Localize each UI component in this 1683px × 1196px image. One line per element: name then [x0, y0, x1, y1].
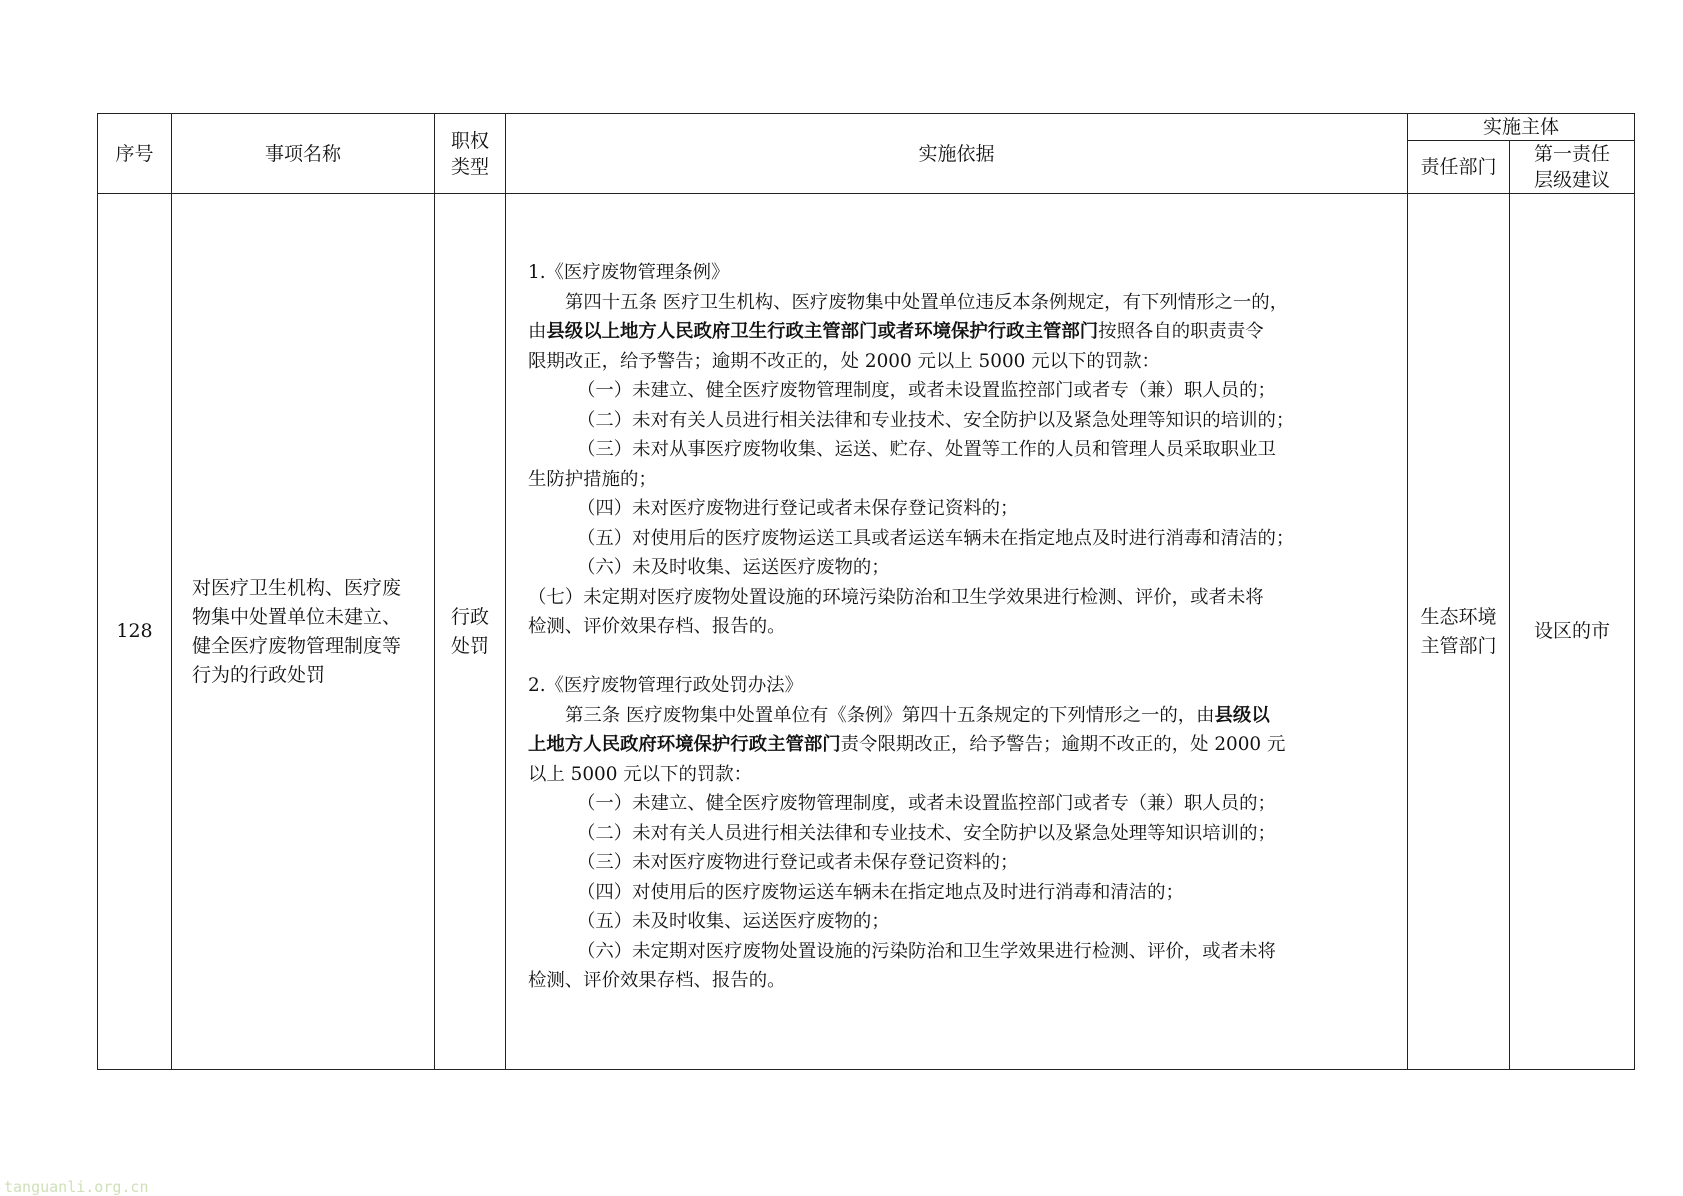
law1-article-line3: 限期改正，给予警告；逾期不改正的，处 2000 元以上 5000 元以下的罚款： — [528, 350, 1160, 372]
row-type-line1: 行政 — [450, 605, 489, 628]
law1-authority-bold: 县级以上地方人民政府卫生行政主管部门或者环境保护行政主管部门 — [546, 321, 1099, 342]
law1-item: （三）未对从事医疗废物收集、运送、贮存、处置等工作的人员和管理人员采取职业卫 — [577, 439, 1276, 460]
row-item-name: 对医疗卫生机构、医疗废物集中处置单位未建立、健全医疗废物管理制度等行为的行政处罚 — [172, 194, 435, 1070]
basis-text — [506, 194, 1407, 996]
header-seq: 序号 — [98, 114, 172, 194]
law2-authority-bold-b: 上地方人民政府环境保护行政主管部门 — [528, 734, 841, 755]
row-seq: 128 — [98, 194, 172, 1070]
law1-item: 检测、评价效果存档、报告的。 — [528, 616, 786, 637]
row-first-level: 设区的市 — [1510, 194, 1635, 1070]
row-responsible-dept — [1408, 194, 1510, 1070]
law1-item: （二）未对有关人员进行相关法律和专业技术、安全防护以及紧急处理等知识的培训的； — [577, 409, 1295, 431]
law2-item: （六）未定期对医疗废物处置设施的污染防治和卫生学效果进行检测、评价，或者未将 — [577, 940, 1276, 962]
law2-article-line3: 以上 5000 元以下的罚款： — [528, 763, 753, 785]
row-type-line2: 处罚 — [450, 634, 489, 657]
header-type-line2: 类型 — [450, 155, 489, 178]
law1-item: （五）对使用后的医疗废物运送工具或者运送车辆未在指定地点及时进行消毒和清洁的； — [577, 527, 1295, 549]
law1-item: （六）未及时收集、运送医疗废物的； — [577, 557, 890, 578]
row-authority-type — [435, 194, 506, 1070]
row-dept-line1: 生态环境 — [1420, 605, 1497, 628]
law1-title: 1.《医疗废物管理条例》 — [528, 262, 730, 283]
law2-article-line1: 第三条 医疗废物集中处置单位有《条例》第四十五条规定的下列情形之一的，由县级以 — [565, 704, 1270, 726]
law1-item: （一）未建立、健全医疗废物管理制度，或者未设置监控部门或者专（兼）职人员的； — [577, 380, 1276, 401]
law1-item: （四）未对医疗废物进行登记或者未保存登记资料的； — [577, 498, 1019, 519]
header-authority-type — [435, 114, 506, 194]
law1-item: （七）未定期对医疗废物处置设施的环境污染防治和卫生学效果进行检测、评价，或者未将 — [528, 586, 1264, 608]
row-dept-line2: 主管部门 — [1420, 634, 1497, 657]
header-implementing-subject: 实施主体 — [1408, 114, 1635, 141]
law2-authority-bold-a: 县级以 — [1214, 704, 1270, 726]
header-basis: 实施依据 — [506, 114, 1408, 194]
law2-article-line2: 上地方人民政府环境保护行政主管部门责令限期改正，给予警告；逾期不改正的，处 2000 元 — [528, 734, 1286, 755]
law2-item: （一）未建立、健全医疗废物管理制度，或者未设置监控部门或者专（兼）职人员的； — [577, 793, 1276, 814]
header-level-line2: 层级建议 — [1534, 169, 1611, 191]
header-first-level — [1510, 141, 1635, 194]
law1-article-line1: 第四十五条 医疗卫生机构、医疗废物集中处置单位违反本条例规定，有下列情形之一的， — [565, 291, 1289, 313]
enforcement-table — [97, 113, 1635, 1070]
law2-item: （三）未对医疗废物进行登记或者未保存登记资料的； — [577, 852, 1019, 873]
header-level-line1: 第一责任 — [1534, 143, 1611, 165]
watermark: tanguanli.org.cn — [4, 1178, 149, 1196]
law2-item: （五）未及时收集、运送医疗废物的； — [577, 911, 890, 932]
row-basis — [506, 194, 1408, 1070]
law2-item: 检测、评价效果存档、报告的。 — [528, 970, 786, 991]
header-item-name: 事项名称 — [172, 114, 435, 194]
law2-item: （四）对使用后的医疗废物运送车辆未在指定地点及时进行消毒和清洁的； — [577, 881, 1184, 903]
table-row — [98, 194, 1635, 1070]
header-responsible-dept: 责任部门 — [1408, 141, 1510, 194]
header-type-line1: 职权 — [450, 129, 489, 152]
law2-item: （二）未对有关人员进行相关法律和专业技术、安全防护以及紧急处理等知识培训的； — [577, 822, 1276, 844]
law1-item: 生防护措施的； — [528, 468, 657, 490]
law2-title: 2.《医疗废物管理行政处罚办法》 — [528, 675, 804, 696]
law1-article-line2: 由县级以上地方人民政府卫生行政主管部门或者环境保护行政主管部门按照各自的职责责令 — [528, 321, 1264, 342]
